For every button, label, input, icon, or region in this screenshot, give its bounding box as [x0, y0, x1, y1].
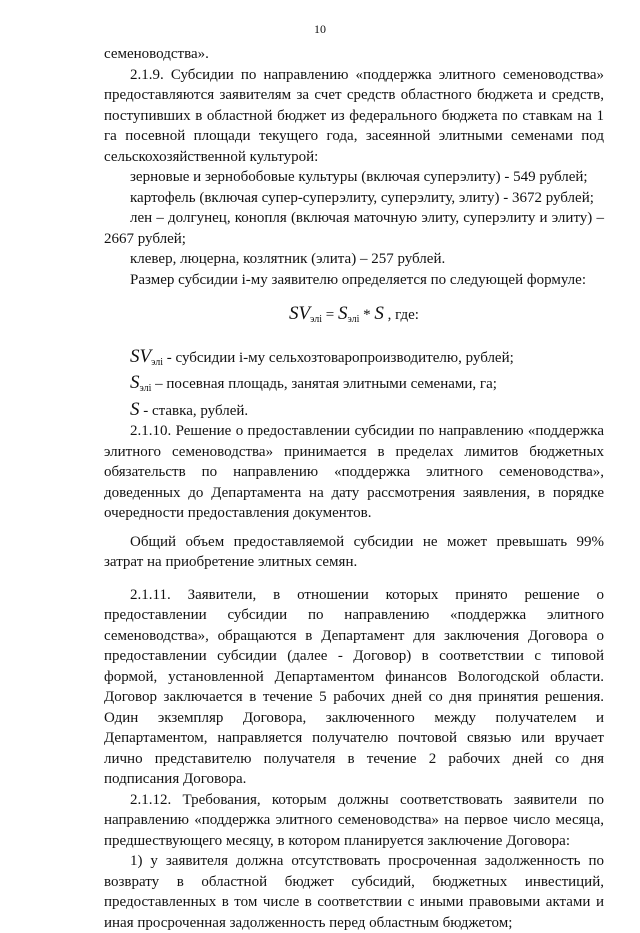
rate-grain: зерновые и зернобобовые культуры (включая суперэлиту) - 549 рублей; [130, 169, 588, 185]
requirement-1: 1) у заявителя должна отсутствовать просроченная задолженность по возврату в областной бюджет субсидий, бюджетных инвестиций, предоставленных в том числе в соответствии с иными правовыми актами и иная просроченная задолженность перед областным бюджетом; [104, 853, 604, 931]
def-rate-text: - ставка, рублей. [139, 402, 249, 419]
subsidy-formula [104, 304, 604, 331]
rate-potato: картофель (включая супер-суперэлиту, суперэлиту, элиту) - 3672 рублей; [130, 189, 594, 206]
paragraph-2-1-11: 2.1.11. Заявители, в отношении которых принято решение о предоставлении субсидии по направлению «поддержка элитного семеноводства», обращаются в Департамент для заключения Договора о предоставлении субсидии (далее - Договор) в соответствии с типовой формой, установленной Департаментом финансов Вологодской области. Договор заключается в течение 5 рабочих дней со дня принятия решения. Один экземпляр Договора, заключенного между получателем и Департаментом, направляется получателю почтовой связью или вручает лично представителю получателя в течение 2 рабочих дней со дня подписания Договора. [104, 586, 604, 787]
formula-op: * [359, 307, 375, 323]
formula-eq: = [322, 307, 338, 323]
def-area-text: – посевная площадь, занятая элитными семенами, га; [151, 376, 497, 392]
rate-clover: клевер, люцерна, козлятник (элита) – 257 рублей. [130, 251, 446, 267]
definition-sv [104, 347, 604, 374]
paragraph-continuation: семеноводства». [104, 46, 209, 62]
formula-sv-sub: элi [310, 314, 322, 325]
def-sv-symbol: SV [130, 345, 152, 367]
formula-s: S [337, 303, 348, 324]
paragraph-2-1-9: 2.1.9. Субсидии по направлению «поддержка элитного семеноводства» предоставляются заявителям за счет средств областного бюджета и средств, поступивших в областной бюджет из федерального бюджета по ставкам на 1 га посевной площади текущего года, засеянной элитными семенами под сельскохозяйственной культурой: [104, 66, 604, 165]
paragraph-2-1-12: 2.1.12. Требования, которым должны соответствовать заявители по направлению «поддержка элитного семеноводства» на первое число месяца, предшествующего месяцу, в котором планируется заключение Договора: [104, 791, 604, 849]
definition-area [104, 373, 604, 400]
def-area-sub: элi [139, 383, 152, 394]
formula-s-sub: элi [347, 314, 360, 325]
paragraph-max-subsidy: Общий объем предоставляемой субсидии не может превышать 99% затрат на приобретение элитных семян. [104, 533, 604, 570]
rate-flax: лен – долгунец, конопля (включая маточную элиту, суперэлиту и элиту) – 2667 рублей; [104, 210, 604, 247]
document-body [104, 44, 604, 933]
page-number: 10 [314, 22, 326, 36]
def-sv-sub: элi [151, 356, 163, 368]
formula-rate: S [374, 303, 384, 324]
def-sv-text: - субсидии i-му сельхозтоваропроизводителю, рублей; [163, 349, 514, 366]
paragraph-2-1-10: 2.1.10. Решение о предоставлении субсидии по направлению «поддержка элитного семеноводства» принимается в пределах лимитов бюджетных обязательств по направлению «поддержка элитного семеноводства», доведенных до Департамента на дату рассмотрения заявления, в порядке очередности предоставления документов. [104, 423, 604, 521]
def-area-symbol: S [130, 372, 140, 393]
formula-sv: SV [289, 303, 311, 324]
def-rate-symbol: S [130, 398, 140, 420]
formula-tail: , где: [383, 307, 419, 323]
formula-intro: Размер субсидии i-му заявителю определяется по следующей формуле: [130, 271, 586, 288]
formula-definitions [104, 347, 604, 422]
definition-rate [104, 400, 604, 422]
